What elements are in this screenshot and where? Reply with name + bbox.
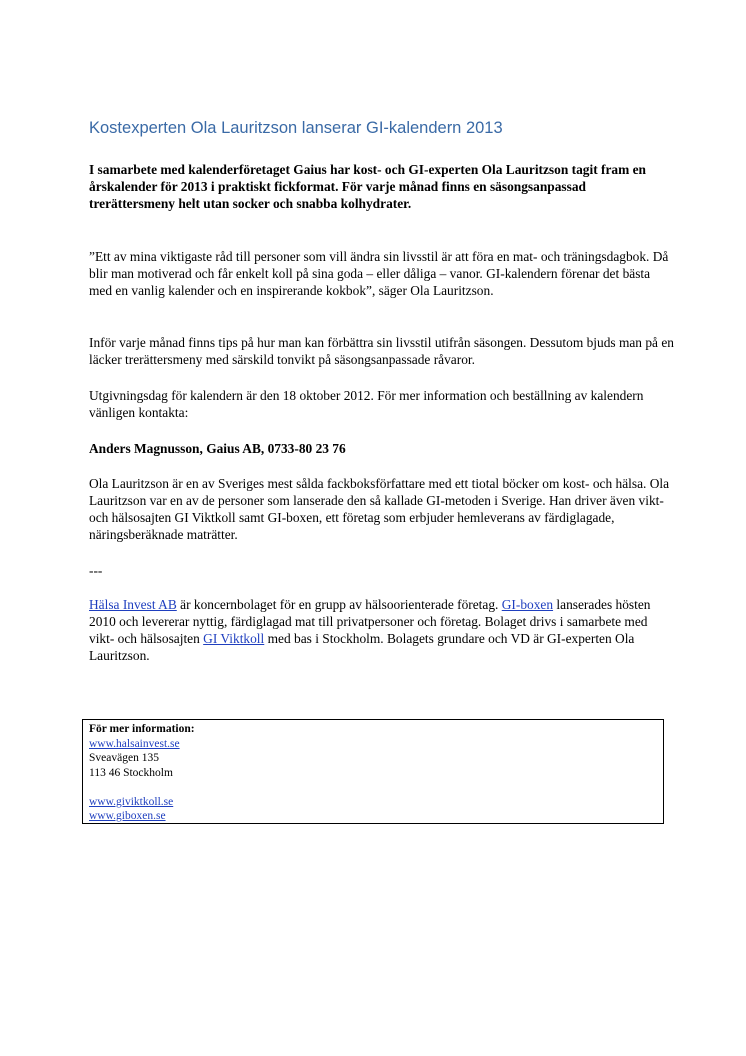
address-city: 113 46 Stockholm xyxy=(89,766,173,779)
info-box-heading: För mer information: xyxy=(89,723,195,735)
company-paragraph xyxy=(89,596,674,664)
separator-text: --- xyxy=(89,563,103,578)
halsainvest-url-link[interactable]: www.halsainvest.se xyxy=(89,737,180,750)
halsa-invest-link[interactable]: Hälsa Invest AB xyxy=(89,597,177,612)
page-title: Kostexperten Ola Lauritzson lanserar GI-kalendern 2013 xyxy=(89,119,503,137)
company-text-3: med bas i Stockholm. Bolagets grundare och VD är GI-experten Ola Lauritzson. xyxy=(89,631,635,663)
giboxen-url-link[interactable]: www.giboxen.se xyxy=(89,810,166,822)
release-text: Utgivningsdag för kalendern är den 18 oktober 2012. För mer information och beställning av kalendern vänligen kontakta: xyxy=(89,388,644,420)
info-box xyxy=(82,719,664,824)
release-paragraph xyxy=(89,387,674,421)
bio-text: Ola Lauritzson är en av Sveriges mest sålda fackboksförfattare med ett tiotal böcker om kost- och hälsa. Ola Lauritzson var en av de personer som lanserade den så kallade GI-metoden i Sverige. Han driver även vikt- och hälsosajten GI Viktkoll samt GI-boxen, ett företag som erbjuder hemleverans av färdiglagade, näringsberäknade maträtter. xyxy=(89,476,670,542)
info-box-spacer xyxy=(89,780,663,795)
lead-paragraph: I samarbete med kalenderföretaget Gaius har kost- och GI-experten Ola Lauritzson tagit fram en årskalender för 2013 i praktiskt fickformat. För varje månad finns en säsongsanpassad trerättersmeny helt utan socker och snabba kolhydrater. xyxy=(89,162,647,211)
tips-paragraph xyxy=(89,334,674,368)
company-text xyxy=(89,596,674,664)
address-street: Sveavägen 135 xyxy=(89,752,159,764)
giviktkoll-link[interactable]: GI Viktkoll xyxy=(203,631,265,646)
contact-line xyxy=(89,440,674,457)
company-text-1: är koncernbolaget för en grupp av hälsoorienterade företag. xyxy=(176,597,502,612)
company-text-2: lanserades hösten 2010 och levererar nyttig, färdiglagad mat till privatpersoner och företag. Bolaget drivs i samarbete med vikt- och hälsosajten xyxy=(89,597,651,646)
quote-text: ”Ett av mina viktigaste råd till personer som vill ändra sin livsstil är att föra en mat- och träningsdagbok. Då blir man motiverad och får enkelt koll på sina goda – eller dåliga – vanor. GI-kalendern förenar det bästa med en vanlig kalender och en inspirerande kokbok”, säger Ola Lauritzson. xyxy=(89,249,669,298)
quote-paragraph xyxy=(89,248,674,299)
bio-paragraph xyxy=(89,475,674,543)
giboxen-link[interactable]: GI-boxen xyxy=(501,597,554,612)
contact-text: Anders Magnusson, Gaius AB, 0733-80 23 76 xyxy=(89,441,346,456)
tips-text: Inför varje månad finns tips på hur man kan förbättra sin livsstil utifrån säsongen. Dessutom bjuds man på en läcker trerättersmeny med särskild tonvikt på säsongsanpassade råvaror. xyxy=(89,335,674,367)
separator xyxy=(89,562,674,579)
giviktkoll-url-link[interactable]: www.giviktkoll.se xyxy=(89,795,174,808)
